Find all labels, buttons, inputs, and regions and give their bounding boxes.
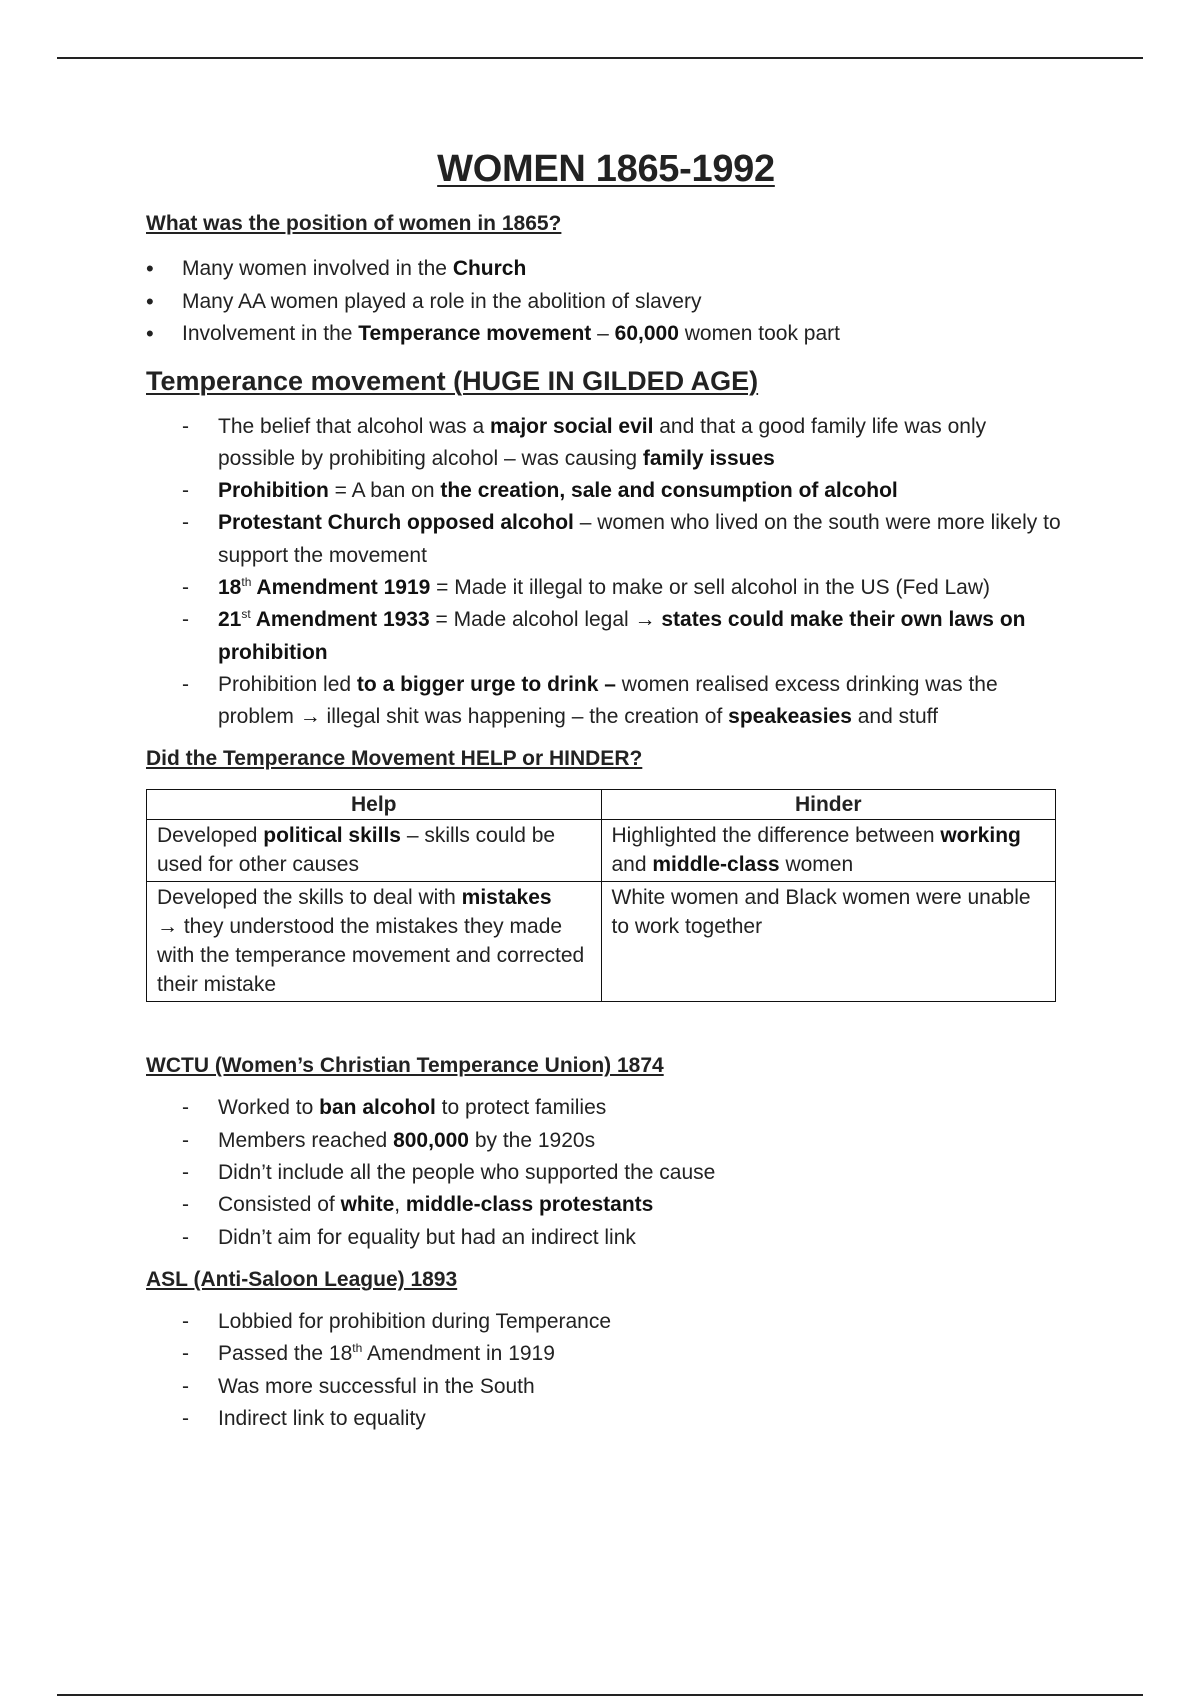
table-cell: Developed the skills to deal with mistakes → they understood the mistakes they made with the temperance movement and corrected their mistake <box>147 882 602 1002</box>
position-list <box>146 253 1066 351</box>
list-item: • Many AA women played a role in the abolition of slavery <box>146 286 1066 319</box>
wctu-list <box>146 1092 1066 1253</box>
list-item: - Didn’t aim for equality but had an indirect link <box>146 1222 1066 1254</box>
list-item: - 18th Amendment 1919 = Made it illegal to make or sell alcohol in the US (Fed Law) <box>146 572 1066 604</box>
column-header-hinder: Hinder <box>601 790 1056 820</box>
help-hinder-heading: Did the Temperance Movement HELP or HINDER? <box>146 747 643 771</box>
arrow-right-icon: → <box>157 915 178 939</box>
list-item: - Consisted of white, middle-class protestants <box>146 1189 1066 1221</box>
asl-list <box>146 1306 1066 1435</box>
page-title: WOMEN 1865-1992 <box>437 148 775 190</box>
temperance-title: Temperance movement (HUGE IN GILDED AGE) <box>146 365 759 396</box>
list-item: - Lobbied for prohibition during Temperance <box>146 1306 1066 1338</box>
table-header-row <box>147 790 1056 820</box>
list-item: - Prohibition led to a bigger urge to drink – women realised excess drinking was the problem → illegal shit was happening – the creation of speakeasies and stuff <box>146 669 1066 734</box>
column-header-help: Help <box>147 790 602 820</box>
list-item: - 21st Amendment 1933 = Made alcohol legal → states could make their own laws on prohibition <box>146 604 1066 669</box>
table-row <box>147 820 1056 882</box>
list-item: - Was more successful in the South <box>146 1371 1066 1403</box>
help-hinder-table <box>146 789 1056 1002</box>
list-item: - Protestant Church opposed alcohol – women who lived on the south were more likely to support the movement <box>146 507 1066 572</box>
list-item: • Involvement in the Temperance movement – 60,000 women took part <box>146 318 1066 351</box>
list-item: - Passed the 18th Amendment in 1919 <box>146 1338 1066 1370</box>
position-heading: What was the position of women in 1865? <box>146 212 562 235</box>
table-cell: Highlighted the difference between working and middle-class women <box>601 820 1056 882</box>
list-item: - The belief that alcohol was a major social evil and that a good family life was only possible by prohibiting alcohol – was causing family issues <box>146 411 1066 476</box>
list-item: - Worked to ban alcohol to protect families <box>146 1092 1066 1124</box>
table-cell: White women and Black women were unable to work together <box>601 882 1056 1002</box>
footer-rule <box>57 1694 1143 1696</box>
list-item: - Indirect link to equality <box>146 1403 1066 1435</box>
table-row <box>147 882 1056 1002</box>
list-item: - Members reached 800,000 by the 1920s <box>146 1125 1066 1157</box>
header-rule <box>57 57 1143 59</box>
document-body <box>146 148 1066 1435</box>
list-item: • Many women involved in the Church <box>146 253 1066 286</box>
temperance-list <box>146 411 1066 734</box>
arrow-right-icon: → <box>299 705 321 729</box>
arrow-right-icon: → <box>634 608 656 632</box>
list-item: - Didn’t include all the people who supported the cause <box>146 1157 1066 1189</box>
wctu-heading: WCTU (Women’s Christian Temperance Union) 1874 <box>146 1054 664 1078</box>
list-item: - Prohibition = A ban on the creation, sale and consumption of alcohol <box>146 475 1066 507</box>
asl-heading: ASL (Anti-Saloon League) 1893 <box>146 1267 458 1291</box>
table-cell: Developed political skills – skills could be used for other causes <box>147 820 602 882</box>
